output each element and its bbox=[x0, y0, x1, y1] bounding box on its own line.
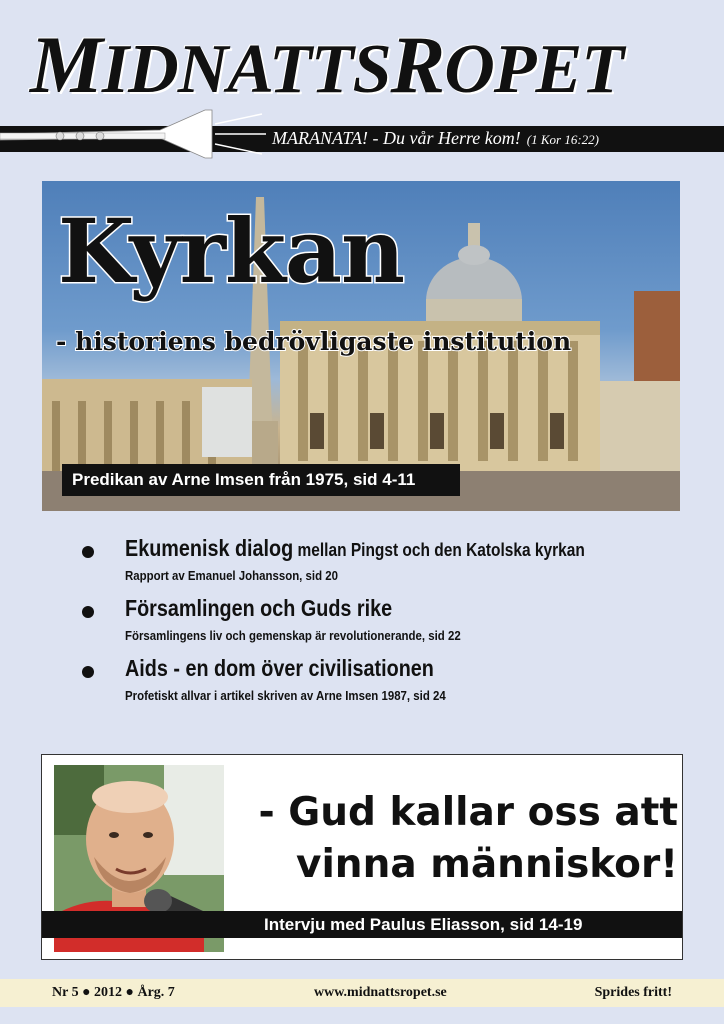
article-subline: Profetiskt allvar i artikel skriven av Arne Imsen 1987, sid 24 bbox=[125, 688, 446, 703]
interview-caption: Intervju med Paulus Eliasson, sid 14-19 bbox=[42, 911, 682, 938]
website-link[interactable]: www.midnattsropet.se bbox=[314, 985, 447, 1000]
distribution-note: Sprides fritt! bbox=[594, 985, 672, 1000]
tagline: MARANATA! - Du vår Herre kom! (1 Kor 16:22) bbox=[272, 128, 599, 148]
cover-title: Kyrkan bbox=[58, 199, 404, 303]
footer bbox=[0, 979, 724, 1007]
list-item[interactable] bbox=[80, 595, 680, 655]
bullet-icon bbox=[82, 666, 94, 678]
interview-teaser[interactable] bbox=[41, 754, 683, 960]
article-headline: Församlingen och Guds rike bbox=[125, 595, 393, 621]
article-headline: Aids - en dom över civilisationen bbox=[125, 655, 434, 681]
cover-caption: Predikan av Arne Imsen från 1975, sid 4-11 bbox=[62, 464, 460, 496]
cover-story-image[interactable] bbox=[42, 181, 680, 511]
interview-quote: - Gud kallar oss att vinna människor! bbox=[258, 790, 678, 887]
cover-subtitle: - historiens bedrövligaste institution bbox=[56, 327, 572, 356]
article-list bbox=[80, 535, 680, 715]
article-headline: Ekumenisk dialog mellan Pingst och den Katolska kyrkan bbox=[125, 535, 585, 561]
tagline-reference: (1 Kor 16:22) bbox=[526, 132, 599, 147]
bullet-icon bbox=[82, 606, 94, 618]
trumpet-icon bbox=[0, 104, 270, 164]
article-subline: Församlingens liv och gemenskap är revolutionerande, sid 22 bbox=[125, 628, 461, 643]
list-item[interactable] bbox=[80, 655, 680, 715]
bullet-icon bbox=[82, 546, 94, 558]
magazine-title: MIDNATTSROPET bbox=[30, 19, 624, 110]
list-item[interactable] bbox=[80, 535, 680, 595]
issue-info: Nr 5 ● 2012 ● Årg. 7 bbox=[52, 985, 175, 1000]
article-subline: Rapport av Emanuel Johansson, sid 20 bbox=[125, 568, 338, 583]
